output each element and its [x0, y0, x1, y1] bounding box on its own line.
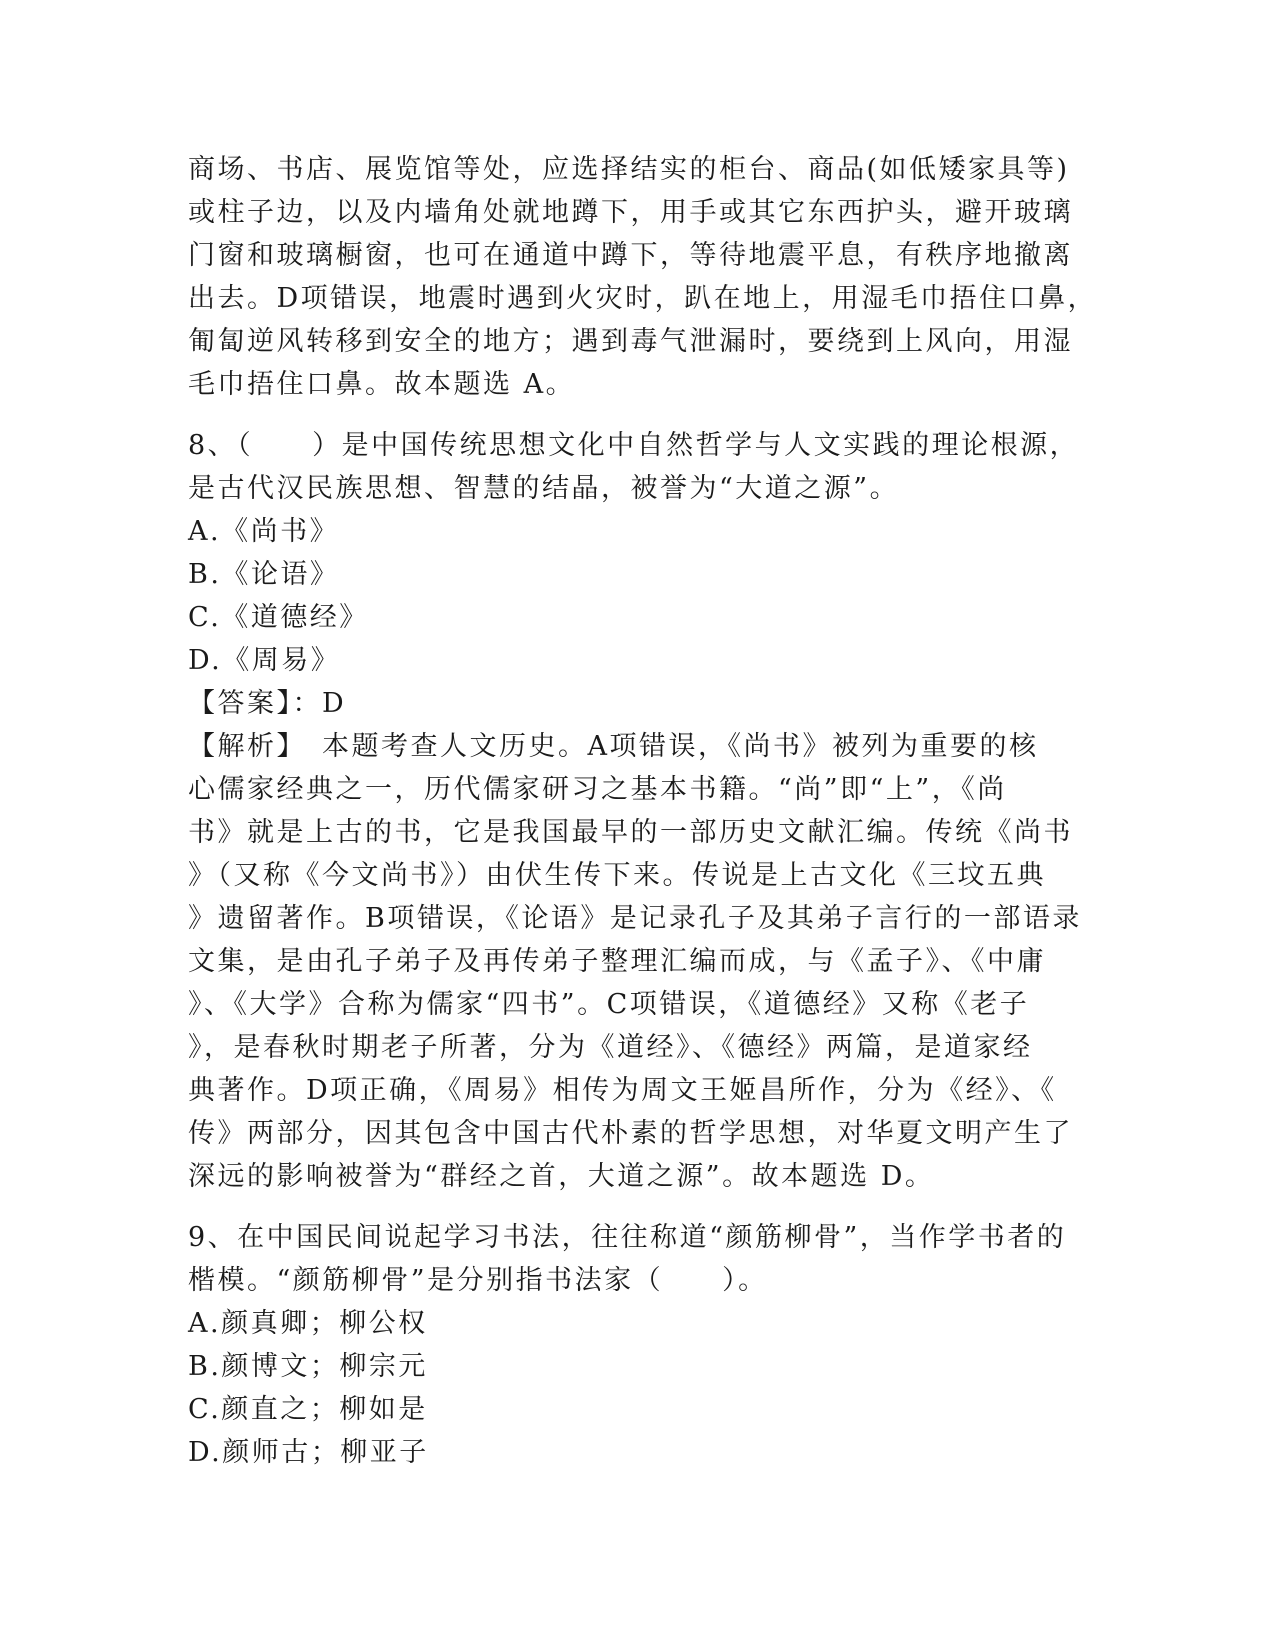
answer-line: 【答案】：D: [188, 688, 347, 719]
analysis-line: 传》两部分，因其包含中国古代朴素的哲学思想，对华夏文明产生了: [188, 1118, 1073, 1149]
option-a: A.《尚书》: [188, 516, 340, 547]
text-line: 或柱子边，以及内墙角处就地蹲下，用手或其它东西护头，避开玻璃: [188, 197, 1073, 228]
text-line: 门窗和玻璃橱窗，也可在通道中蹲下，等待地震平息，有秩序地撤离: [188, 240, 1073, 271]
question-stem-line: 9、在中国民间说起学习书法，往往称道“颜筋柳骨”，当作学书者的: [188, 1222, 1067, 1253]
analysis-line: 文集，是由孔子弟子及再传弟子整理汇编而成，与《孟子》、《中庸: [188, 946, 1046, 977]
analysis-line: 深远的影响被誉为“群经之首，大道之源”。故本题选 D。: [188, 1161, 935, 1192]
option-b: B.《论语》: [188, 559, 340, 590]
previous-answer-continuation: [188, 148, 1098, 406]
option-d: D.颜师古；柳亚子: [188, 1437, 429, 1468]
question-stem-line: 楷模。“颜筋柳骨”是分别指书法家（ ）。: [188, 1265, 768, 1296]
option-d: D.《周易》: [188, 645, 341, 676]
analysis-line: 》遗留著作。B项错误，《论语》是记录孔子及其弟子言行的一部语录: [188, 903, 1082, 934]
option-c: C.《道德经》: [188, 602, 369, 633]
analysis-line: 》，是春秋时期老子所著，分为《道经》、《德经》两篇，是道家经: [188, 1032, 1033, 1063]
text-line: 出去。D项错误，地震时遇到火灾时，趴在地上，用湿毛巾捂住口鼻，: [188, 283, 1098, 314]
question-stem-line: 是古代汉民族思想、智慧的结晶，被誉为“大道之源”。: [188, 473, 900, 504]
analysis-line: 书》就是上古的书，它是我国最早的一部历史文献汇编。传统《尚书: [188, 817, 1073, 848]
analysis-line: 》（又称《今文尚书》）由伏生传下来。传说是上古文化《三坟五典: [188, 860, 1046, 891]
spacer: [188, 1198, 1088, 1216]
document-page: [188, 148, 1098, 1474]
question-8: [188, 424, 1088, 1198]
text-line: 商场、书店、展览馆等处，应选择结实的柜台、商品(如低矮家具等): [188, 154, 1070, 185]
spacer: [188, 406, 1088, 424]
text-line: 匍匐逆风转移到安全的地方；遇到毒气泄漏时，要绕到上风向，用湿: [188, 326, 1073, 357]
option-b: B.颜博文；柳宗元: [188, 1351, 428, 1382]
question-9: [188, 1216, 1088, 1474]
analysis-line: 心儒家经典之一，历代儒家研习之基本书籍。“尚”即“上”，《尚: [188, 774, 1007, 805]
option-a: A.颜真卿；柳公权: [188, 1308, 428, 1339]
question-stem-line: 8、（ ）是中国传统思想文化中自然哲学与人文实践的理论根源，: [188, 430, 1080, 461]
analysis-line: 典著作。D项正确，《周易》相传为周文王姬昌所作，分为《经》、《: [188, 1075, 1057, 1106]
analysis-block: [188, 725, 1088, 1198]
analysis-line: 》、《大学》合称为儒家“四书”。C项错误，《道德经》又称《老子: [188, 989, 1030, 1020]
option-c: C.颜直之；柳如是: [188, 1394, 428, 1425]
analysis-line: 【解析】 本题考查人文历史。A项错误，《尚书》被列为重要的核: [188, 731, 1039, 762]
text-line: 毛巾捂住口鼻。故本题选 A。: [188, 369, 576, 400]
